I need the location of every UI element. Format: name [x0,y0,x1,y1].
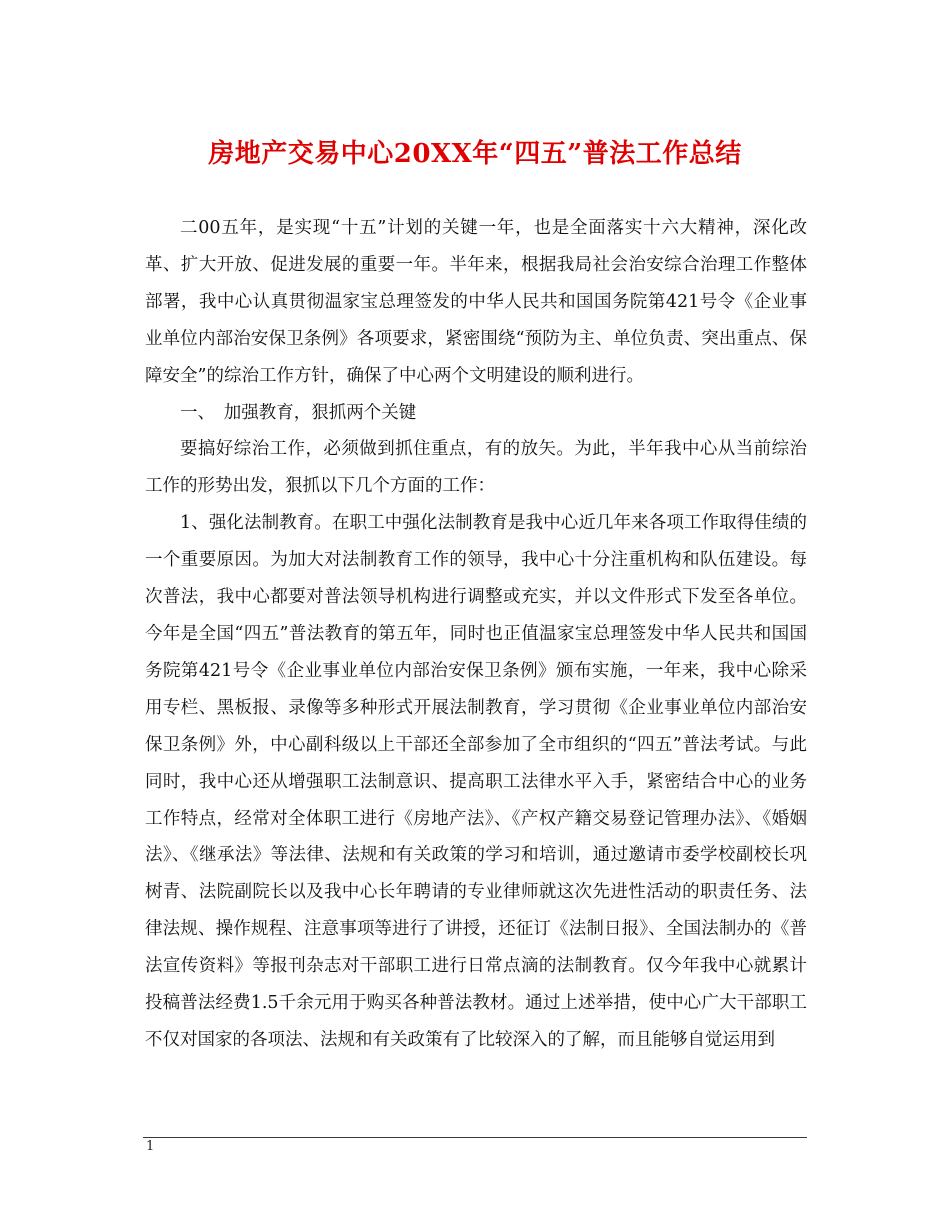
section-heading: 一、 加强教育，狠抓两个关键 [180,402,417,423]
paragraph-intro: 二00五年，是实现“十五”计划的关键一年，也是全面落实十六大精神，深化改革、扩大开放、促进发展的重要一年。半年来，根据我局社会治安综合治理工作整体部署，我中心认真贯彻温家宝总理签发的中华人民共和国国务院第421号令《企业事业单位内部治安保卫条例》各项要求，紧密围绕“预防为主、单位负责、突出重点、保障安全”的综治工作方针，确保了中心两个文明建设的顺利进行。 [145,218,807,386]
footer-divider [143,1137,807,1138]
document-title: 房地产交易中心20XX年“四五”普法工作总结 [208,139,742,169]
paragraph-legal-education: 1、强化法制教育。在职工中强化法制教育是我中心近几年来各项工作取得佳绩的一个重要原因。为加大对法制教育工作的领导，我中心十分注重机构和队伍建设。每次普法，我中心都要对普法领导机构进行调整或充实，并以文件形式下发至各单位。今年是全国“四五”普法教育的第五年，同时也正值温家宝总理签发中华人民共和国国务院第421号令《企业事业单位内部治安保卫条例》颁布实施，一年来，我中心除采用专栏、黑板报、录像等多种形式开展法制教育，学习贯彻《企业事业单位内部治安保卫条例》外，中心副科级以上干部还全部参加了全市组织的“四五”普法考试。与此同时，我中心还从增强职工法制意识、提高职工法律水平入手，紧密结合中心的业务工作特点，经常对全体职工进行《房地产法》、《产权产籍交易登记管理办法》、《婚姻法》、《继承法》等法律、法规和有关政策的学习和培训，通过邀请市委学校副校长巩树青、法院副院长以及我中心长年聘请的专业律师就这次先进性活动的职责任务、法律法规、操作规程、注意事项等进行了讲授，还征订《法制日报》、全国法制办的《普法宣传资料》等报刊杂志对干部职工进行日常点滴的法制教育。仅今年我中心就累计投稿普法经费1.5千余元用于购买各种普法教材。通过上述举措，使中心广大干部职工不仅对国家的各项法、法规和有关政策有了比较深入的了解，而且能够自觉运用到 [145,513,807,1050]
page-number: 1 [146,1139,155,1154]
paragraph-section-intro: 要搞好综治工作，必须做到抓住重点，有的放矢。为此，半年我中心从当前综治工作的形势出发，狠抓以下几个方面的工作： [145,439,807,497]
document-body [145,210,807,1059]
